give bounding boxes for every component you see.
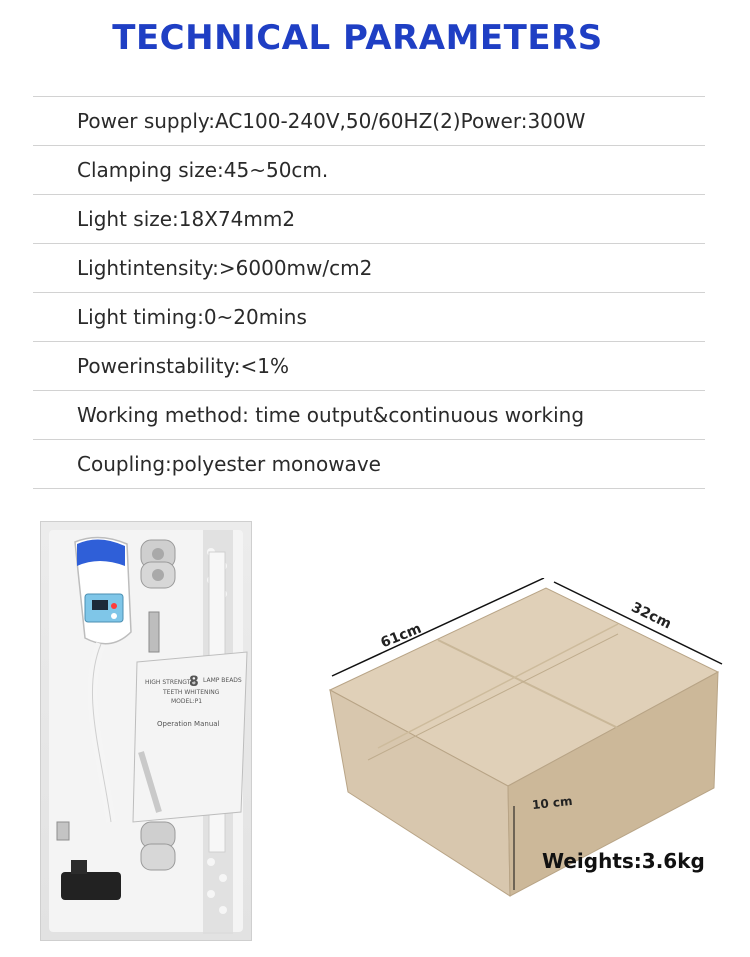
manual-line-1: HIGH STRENGTH: [145, 679, 195, 686]
spec-row-working-method: Working method: time output&continuous working: [33, 391, 705, 440]
spec-row-light-intensity: Lightintensity:>6000mw/cm2: [33, 244, 705, 293]
spec-row-light-size: Light size:18X74mm2: [33, 195, 705, 244]
caster-wheels-bottom: [141, 822, 175, 870]
manual-line-2: 8: [189, 674, 199, 690]
page-title: TECHNICAL PARAMETERS: [112, 18, 603, 58]
spec-row-power-instability: Powerinstability:<1%: [33, 342, 705, 391]
weight-label: Weights:3.6kg: [542, 849, 705, 873]
caster-wheels-top: [141, 540, 175, 588]
spec-table: [33, 96, 705, 489]
spec-row-power-supply: Power supply:AC100-240V,50/60HZ(2)Power:300W: [33, 97, 705, 146]
carton-height-label: 10 cm: [531, 793, 574, 813]
operation-manual: [133, 652, 247, 822]
power-adapter: [61, 872, 121, 900]
manual-line-6: Operation Manual: [157, 720, 220, 728]
manual-line-3: LAMP BEADS: [203, 677, 242, 684]
product-illustration: [41, 522, 252, 941]
carton-width-label: 32cm: [628, 599, 674, 633]
spec-row-clamping-size: Clamping size:45~50cm.: [33, 146, 705, 195]
manual-line-4: TEETH WHITENING: [163, 689, 220, 696]
spec-row-light-timing: Light timing:0~20mins: [33, 293, 705, 342]
product-photo: [40, 521, 252, 941]
spec-row-coupling: Coupling:polyester monowave: [33, 440, 705, 489]
carton-length-label: 61cm: [378, 620, 424, 652]
manual-line-5: MODEL:P1: [171, 698, 203, 705]
